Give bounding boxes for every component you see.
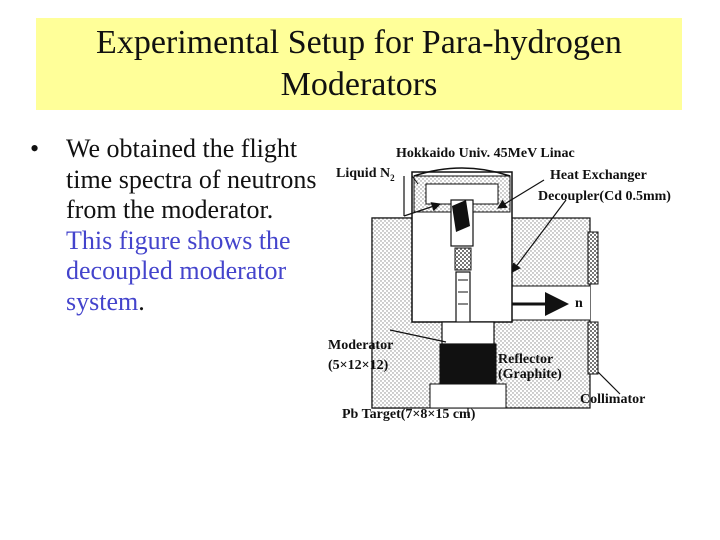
bullet-end: . [138, 286, 145, 316]
collimator-pointer [598, 372, 620, 394]
reflector-label-line-1: Reflector [498, 352, 554, 367]
neutron-label: n [575, 296, 583, 311]
collimator-lower [588, 322, 598, 374]
title-line-2: Moderators [280, 66, 438, 103]
reflector-label-line-2: (Graphite) [498, 367, 562, 382]
moderator-label [328, 336, 393, 376]
target-base [430, 384, 506, 408]
pb-target-label: Pb Target(7×8×15 cm) [342, 407, 476, 422]
title-line-1: Experimental Setup for Para-hydrogen [96, 24, 622, 61]
reflector-label [498, 352, 562, 382]
collimator-upper [588, 232, 598, 284]
liquid-n2-subscript: 2 [390, 172, 395, 183]
moderator-label-line-1: Moderator [328, 338, 394, 353]
bullet-highlight: This figure shows the decoupled moderator system [66, 225, 291, 316]
liquid-n2-text: Liquid N [336, 166, 391, 181]
collimator-label: Collimator [580, 392, 646, 407]
heat-exchanger-label: Heat Exchanger [550, 168, 647, 183]
moderator-chamber [442, 322, 494, 344]
liquid-n2-label [336, 166, 395, 183]
bullet-body: We obtained the flight time spectra of neutrons from the moderator. [66, 134, 317, 224]
linac-label: Hokkaido Univ. 45MeV Linac [396, 146, 575, 161]
moderator-label-line-2: (5×12×12) [328, 358, 389, 373]
pb-target [440, 344, 496, 384]
decoupler-sleeve [455, 248, 471, 270]
decoupler-label: Decoupler(Cd 0.5mm) [538, 189, 671, 204]
bullet-marker: • [30, 134, 40, 163]
